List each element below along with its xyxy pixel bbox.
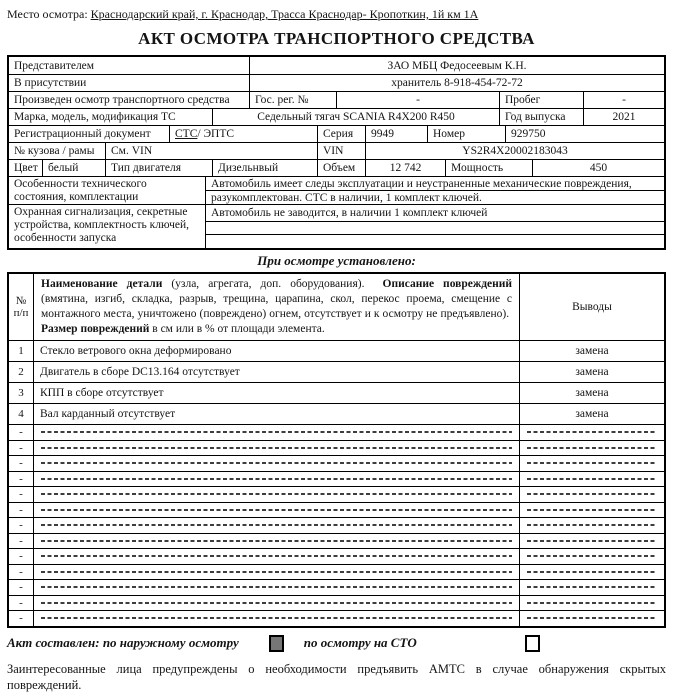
empty-row-description [34,534,520,549]
empty-row-marker: - [9,580,34,595]
reg-doc-label: Регистрационный документ [14,128,151,140]
location-value: Краснодарский край, г. Краснодар, Трасса Краснодар- Кропоткин, 1й км 1А [90,7,479,21]
notice-line1: Заинтересованные лица предупреждены о необходимости предъявить АМТС в случае обнаружения скрытых [7,661,666,676]
vehicle-info-table [7,55,666,250]
row-number: 2 [9,362,34,382]
location-label: Место осмотра: [7,7,88,21]
row-conclusion: замена [575,387,609,399]
year-value: 2021 [583,109,664,125]
empty-row-conclusion [520,565,664,580]
external-inspection-checkbox[interactable] [269,635,284,652]
gos-reg-value: - [336,92,499,108]
tech-value-line1: Автомобиль имеет следы эксплуатации и неустраненные механические повреждения, [211,177,632,190]
inspection-table [7,272,666,628]
table-row [9,91,664,108]
year-label: Год выпуска [499,109,583,125]
color-label: Цвет [14,162,38,174]
empty-row-description [34,565,520,580]
table-row [9,340,664,361]
empty-row [9,486,664,502]
row-description: Двигатель в сборе DC13.164 отсутствует [34,362,520,382]
empty-row-marker: - [9,611,34,626]
empty-row-marker: - [9,549,34,564]
row-number: 1 [9,341,34,361]
row-conclusion: замена [575,345,609,357]
vin-label: VIN [317,143,365,159]
empty-row-marker: - [9,425,34,440]
alarm-value-cell [205,205,664,248]
inspection-table-header [9,274,664,340]
mileage-label: Пробег [499,92,583,108]
empty-row [9,595,664,611]
tech-value-line2: разукомплектован. СТС в наличии, 1 комплект ключей. [206,190,664,204]
row-conclusion: замена [575,408,609,420]
tech-label-cell [9,177,205,204]
empty-row [9,440,664,456]
empty-row [9,610,664,626]
empty-row-marker: - [9,472,34,487]
alarm-value-line1: Автомобиль не заводится, в наличии 1 комплект ключей [211,206,488,219]
empty-row-description [34,503,520,518]
header-bold-name: Наименование детали [41,278,163,290]
empty-row-marker: - [9,487,34,502]
table-row [9,361,664,382]
make-label: Марка, модель, модификация ТС [14,111,176,123]
page-title: АКТ ОСМОТРА ТРАНСПОРТНОГО СРЕДСТВА [138,29,535,48]
empty-row [9,424,664,440]
empty-row-conclusion [520,503,664,518]
table-row [9,159,664,176]
table-row [9,57,664,74]
representative-label: Представителем [14,59,95,72]
alarm-value-line2 [206,221,664,235]
empty-row-conclusion [520,456,664,471]
presence-value: хранитель 8-918-454-72-72 [249,75,664,91]
table-row [9,74,664,91]
empty-row-conclusion [520,487,664,502]
empty-row-marker: - [9,596,34,611]
empty-row-description [34,611,520,626]
empty-row-conclusion [520,518,664,533]
table-row [9,142,664,159]
conclusion-column-header: Выводы [572,301,612,313]
row-description: КПП в сборе отсутствует [34,383,520,403]
alarm-value-line3 [206,234,664,248]
empty-row-description [34,487,520,502]
empty-row [9,548,664,564]
empty-row-description [34,596,520,611]
empty-row [9,533,664,549]
empty-row-description [34,425,520,440]
body-value: См. VIN [105,143,317,159]
reg-doc-sts: СТС [175,128,198,140]
number-value: 929750 [505,126,664,142]
table-row [9,125,664,142]
empty-row [9,502,664,518]
series-value: 9949 [365,126,427,142]
table-row [9,204,664,248]
empty-row [9,564,664,580]
volume-value: 12 742 [365,160,445,176]
number-label: Номер [427,126,505,142]
inspection-label: Произведен осмотр транспортного средства [14,94,230,106]
empty-row [9,579,664,595]
alarm-label-cell [9,205,205,248]
empty-row-marker: - [9,441,34,456]
presence-label: В присутствии [14,77,87,89]
empty-row-marker: - [9,518,34,533]
empty-row-description [34,580,520,595]
mileage-value: - [583,92,664,108]
sto-inspection-checkbox[interactable] [525,635,540,652]
table-row [9,176,664,204]
act-composed-line [7,635,666,652]
empty-row-conclusion [520,580,664,595]
empty-row-marker: - [9,534,34,549]
empty-row-conclusion [520,472,664,487]
act-sto-label: по осмотру на СТО [303,635,417,650]
notice-paragraph [7,661,666,693]
table-row [9,108,664,125]
empty-row [9,471,664,487]
empty-row-conclusion [520,611,664,626]
color-value: белый [42,160,105,176]
alarm-label: Охранная сигнализация, секретные устройства, комплектность ключей, особенности запуска [14,206,190,244]
tech-label: Особенности технического состояния, комплектации [14,178,147,203]
empty-row [9,455,664,471]
empty-row-description [34,472,520,487]
empty-row-marker: - [9,456,34,471]
engine-type-value: Дизельнвый [212,160,317,176]
row-description: Стекло ветрового окна деформировано [34,341,520,361]
tech-value-cell [205,177,664,204]
representative-value: ЗАО МБЦ Федосеевым К.Н. [249,57,664,74]
row-description: Вал карданный отсутствует [34,404,520,424]
empty-row-conclusion [520,425,664,440]
table-row [9,403,664,424]
power-label: Мощность [445,160,532,176]
num-column-header: № п/п [9,274,34,340]
empty-row-conclusion [520,596,664,611]
description-column-header: Наименование детали (узла, агрегата, доп. оборудования). Описание повреждений (вмятина, изгиб, складка, разрыв, трещина, царапина, скол, перекос проема, смещение с монтажного места, уничтожено (повреждено) огнем, отсутствует и к осмотру не предъявлено). Размер повреждений в см или в % от площади элемента. [34,274,520,340]
empty-row-conclusion [520,441,664,456]
empty-row [9,517,664,533]
body-label: № кузова / рамы [14,145,95,157]
reg-doc-value [169,126,317,142]
make-value: Седельный тягач SCANIA R4X200 R450 [212,109,499,125]
header-bold-size: Размер повреждений [41,323,150,335]
volume-label: Объем [317,160,365,176]
act-external-label: Акт составлен: по наружному осмотру [7,635,239,650]
empty-row-conclusion [520,534,664,549]
empty-row-marker: - [9,565,34,580]
row-number: 3 [9,383,34,403]
section-title: При осмотре установлено: [257,253,416,268]
location-line [7,7,666,22]
empty-row-conclusion [520,549,664,564]
header-bold-damage: Описание повреждений [382,278,512,290]
row-conclusion: замена [575,366,609,378]
empty-row-description [34,518,520,533]
vin-value: YS2R4X20002183043 [365,143,664,159]
empty-row-marker: - [9,503,34,518]
reg-doc-rest: / ЭПТС [197,128,235,140]
table-row [9,382,664,403]
gos-reg-label: Гос. рег. № [249,92,336,108]
power-value: 450 [532,160,664,176]
series-label: Серия [317,126,365,142]
empty-row-description [34,549,520,564]
notice-line2: повреждений. [7,677,82,692]
engine-type-label: Тип двигателя [105,160,212,176]
empty-row-description [34,441,520,456]
empty-row-description [34,456,520,471]
row-number: 4 [9,404,34,424]
